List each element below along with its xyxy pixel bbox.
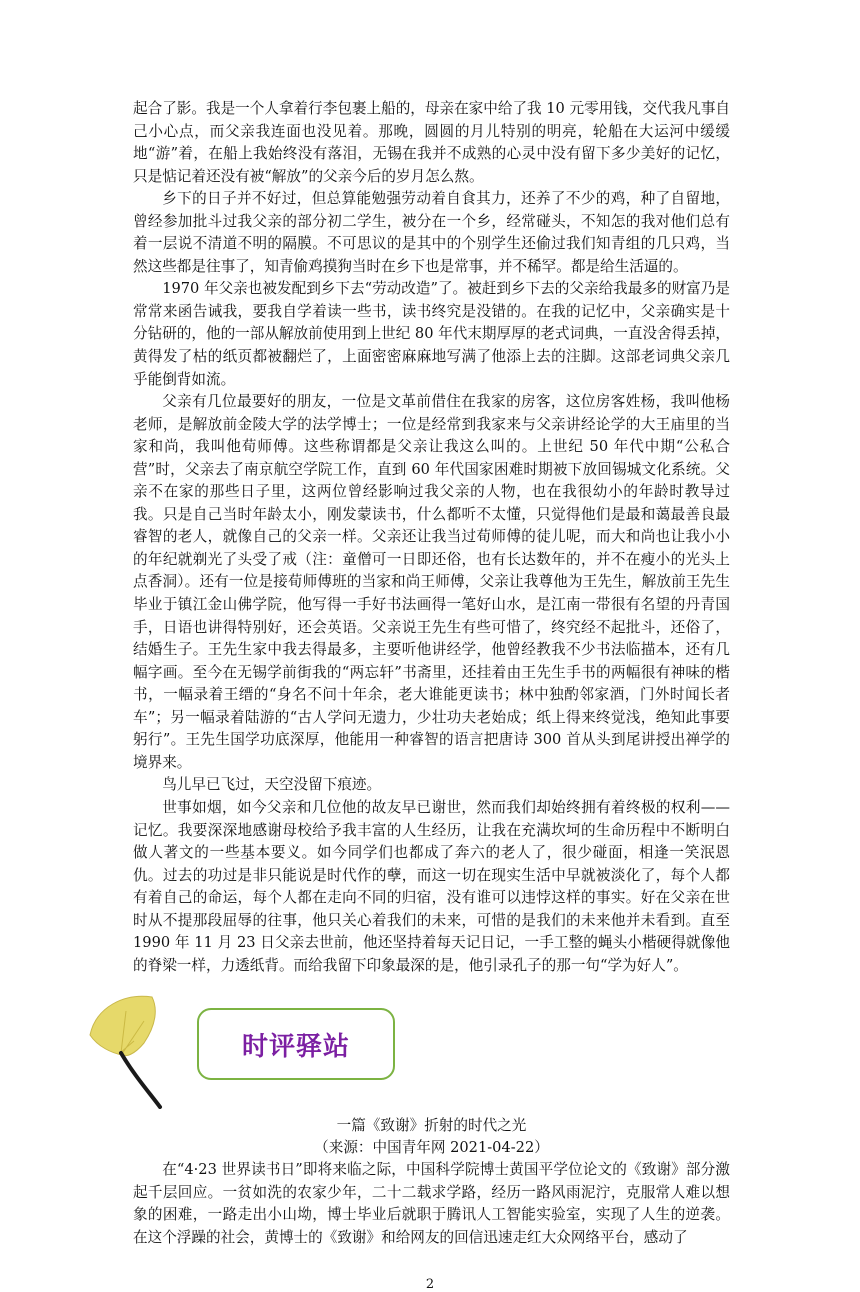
paragraph-5: 鸟儿早已飞过，天空没留下痕迹。 xyxy=(162,776,382,794)
ginkgo-leaf-icon xyxy=(86,991,178,1109)
memoir-body xyxy=(133,98,730,977)
article-body xyxy=(133,1159,730,1249)
paragraph-2: 乡下的日子并不好过，但总算能勉强劳动着自食其力，还养了不少的鸡，种了自留地，曾经参加批斗过我父亲的部分初二学生，被分在一个乡，经常碰头，不知怎的我对他们总有着一层说不清道不明的隔膜。不可思议的是其中的个别学生还偷过我们知青组的几只鸡，当然这些都是往事了，知青偷鸡摸狗当时在乡下也是常事，并不稀罕。都是给生活逼的。 xyxy=(133,190,730,275)
article-paragraph: 在“4·23 世界读书日”即将来临之际，中国科学院博士黄国平学位论文的《致谢》部分激起千层回应。一贫如洗的农家少年，二十二载求学路，经历一路风雨泥泞，克服常人难以想象的困难，一路走出小山坳，博士毕业后就职于腾讯人工智能实验室，实现了人生的逆袭。在这个浮躁的社会，黄博士的《致谢》和给网友的回信迅速走红大众网络平台，感动了 xyxy=(133,1161,730,1246)
article-title: 一篇《致谢》折射的时代之光 xyxy=(336,1117,527,1134)
section-title: 时评驿站 xyxy=(241,1031,350,1062)
article-source: （来源：中国青年网 2021-04-22） xyxy=(314,1139,549,1156)
paragraph-3: 1970 年父亲也被发配到乡下去“劳动改造”了。被赶到乡下去的父亲给我最多的财富乃是常常来函告诫我，要我自学着读一些书，读书终究是没错的。在我的记忆中，父亲确实是十分钻研的，他的一部从解放前使用到上世纪 80 年代末期厚厚的老式词典，一直没舍得丢掉，黄得发了枯的纸页都被翻烂了，上面密密麻麻地写满了他添上去的注脚。这部老词典父亲几乎能倒背如流。 xyxy=(133,280,731,388)
page-number: 2 xyxy=(425,1277,435,1292)
paragraph-4: 父亲有几位最要好的朋友，一位是文革前借住在我家的房客，这位房客姓杨，我叫他杨老师，是解放前金陵大学的法学博士；一位是经常到我家来与父亲讲经论学的大王庙里的当家和尚，我叫他荀师傅。这些称谓都是父亲让我这么叫的。上世纪 50 年代中期“公私合营”时，父亲去了南京航空学院工作，直到 60 年代国家困难时期被下放回锡城文化系统。父亲不在家的那些日子里，这两位曾经影响过我父亲的人物，也在我很幼小的年龄时教导过我。只是自己当时年龄太小，刚发蒙读书，什么都听不太懂，只觉得他们是最和蔼最善良最睿智的老人，就像自己的父亲一样。父亲还让我当过荀师傅的徒儿呢，而大和尚也让我小小的年纪就剃光了头受了戒（注：童僧可一日即还俗，也有长达数年的，并不在瘦小的光头上点香洞）。还有一位是接荀师傅班的当家和尚王师傅，父亲让我尊他为王先生，解放前王先生毕业于镇江金山佛学院，他写得一手好书法画得一笔好山水，是江南一带很有名望的丹青国手，日语也讲得特别好，还会英语。父亲说王先生有些可惜了，终究经不起批斗，还俗了，结婚生子。王先生家中我去得最多，主要听他讲经学，他曾经教我不少书法临描本，还有几幅字画。至今在无锡学前街我的“两忘轩”书斋里，还挂着由王先生手书的两幅很有神味的楷书，一幅录着王缙的“身名不问十年余，老大谁能更读书；林中独酌邻家酒，门外时闻长者车”；另一幅录着陆游的“古人学问无遗力，少壮功夫老始成；纸上得来终觉浅，绝知此事要躬行”。王先生国学功底深厚，他能用一种睿智的语言把唐诗 300 首从头到尾讲授出禅学的境界来。 xyxy=(133,393,730,771)
paragraph-6: 世事如烟，如今父亲和几位他的故友早已谢世，然而我们却始终拥有着终极的权利——记忆。我要深深地感谢母校给予我丰富的人生经历，让我在充满坎坷的生命历程中不断明白做人著文的一些基本要义。如今同学们也都成了奔六的老人了，很少碰面，相逢一笑泯恩仇。过去的功过是非只能说是时代作的孽，而这一切在现实生活中早就被淡化了，每个人都有着自己的命运，每个人都在走向不同的归宿，没有谁可以违悖这样的事实。好在父亲在世时从不提那段屈辱的往事，他只关心着我们的未来，可惜的是我们的未来他并未看到。直至 1990 年 11 月 23 日父亲去世前，他还坚持着每天记日记，一手工整的蝇头小楷硬得就像他的脊梁一样，力透纸背。而给我留下印象最深的是，他引录孔子的那一句“学为好人”。 xyxy=(133,798,730,974)
paragraph-1: 起合了影。我是一个人拿着行李包裹上船的，母亲在家中给了我 10 元零用钱，交代我凡事自己小心点，而父亲我连面也没见着。那晚，圆圆的月儿特别的明亮，轮船在大运河中缓缓地“游”着，在船上我始终没有落泪，无锡在我并不成熟的心灵中没有留下多少美好的记忆，只是惦记着还没有被“解放”的父亲今后的岁月怎么熬。 xyxy=(133,100,731,185)
section-title-box xyxy=(197,1008,395,1080)
